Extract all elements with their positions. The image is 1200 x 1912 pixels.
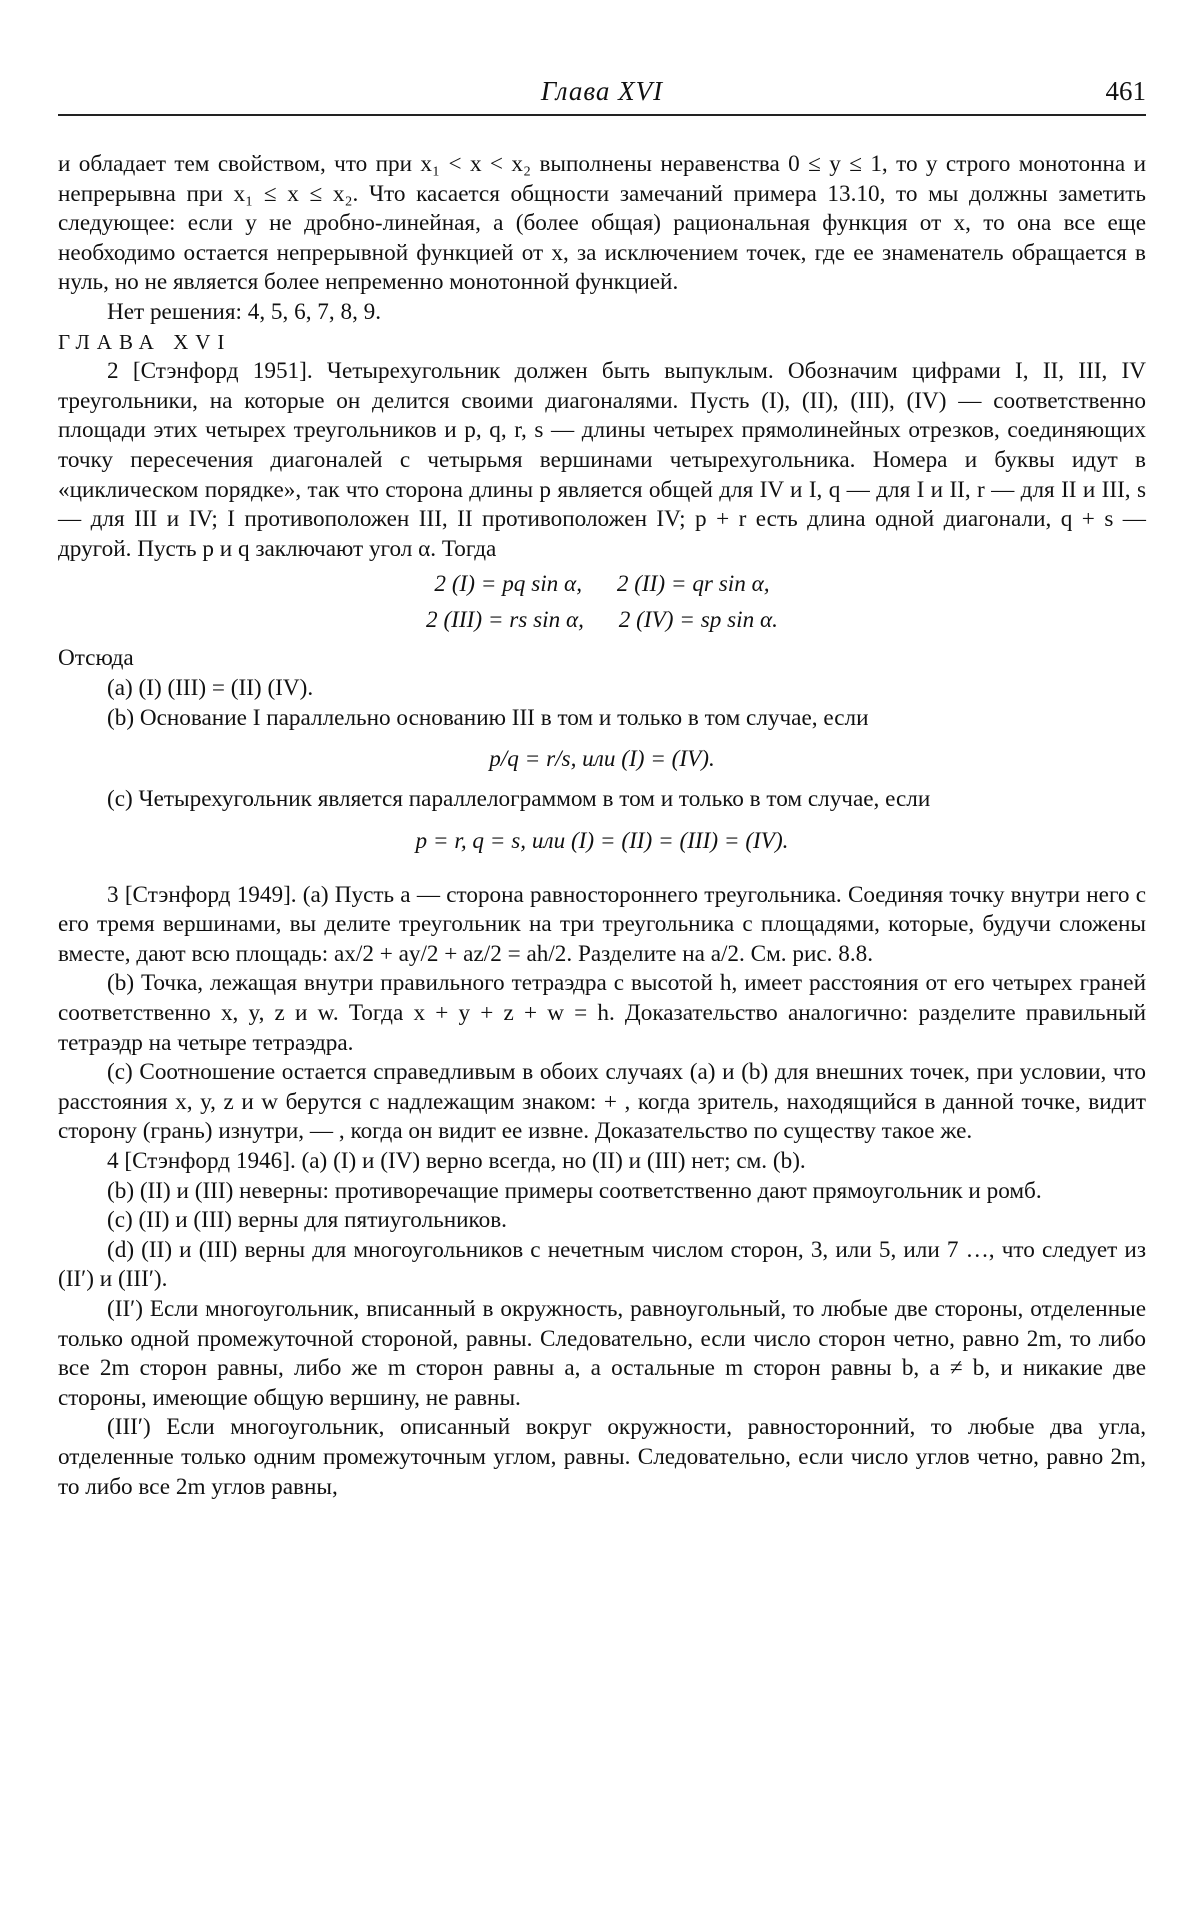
paragraph-problem-4a: 4 [Стэнфорд 1946]. (a) (I) и (IV) верно всегда, но (II) и (III) нет; см. (b). — [107, 1148, 806, 1175]
equation-2c: p = r, q = s, или (I) = (II) = (III) = (IV). — [415, 827, 789, 854]
paragraph-problem-2: 2 [Стэнфорд 1951]. Четырехугольник должен быть выпуклым. Обозначим цифрами I, II, III, IV треугольники, на которые он делится своими диагоналями. Пусть (I), (II), (III), (IV) — соответственно площади этих четырех треугольников и p, q, r, s — длины четырех прямолинейных отрезков, соединяющих точку пересечения диагоналей с четырьмя вершинами четырехугольника. Номера и буквы идут в «циклическом порядке», так что сторона длины p является общей для IV и I, q — для I и II, r — для II и III, s — для III и IV; I противоположен III, II противоположен IV; p + r есть длина одной диагонали, q + s — другой. Пусть p и q заключают угол α. Тогда — [58, 358, 1146, 562]
paragraph-problem-3c: (c) Соотношение остается справедливым в обоих случаях (a) и (b) для внешних точек, при условии, что расстояния x, y, z и w берутся с надлежащим знаком: + , когда зритель, находящийся в данной точке, видит сторону (грань) изнутри, — , когда он видит ее извне. Доказательство по существу такое же. — [58, 1059, 1146, 1145]
equation-row-2 — [58, 604, 1146, 636]
paragraph-problem-4d: (d) (II) и (III) верны для многоугольников с нечетным числом сторон, 3, или 5, или 7 …, что следует из (II′) и (III′). — [58, 1236, 1146, 1293]
page-number: 461 — [1105, 76, 1146, 106]
paragraph-problem-4-II-prime: (II′) Если многоугольник, вписанный в окружность, равноугольный, то любые две стороны, отделенные только одной промежуточной стороной, равны. Следовательно, если число сторон четно, равно 2m, то либо все 2m сторон равны, либо же m сторон равны a, а остальные m сторон равны b, a ≠ b, и никакие две стороны, имеющие общую вершину, не равны. — [58, 1296, 1146, 1411]
equation-2II: 2 (II) = qr sin α, — [616, 571, 770, 598]
paragraph-problem-3a: 3 [Стэнфорд 1949]. (a) Пусть a — сторона равностороннего треугольника. Соединяя точку внутри него с его тремя вершинами, вы делите треугольник на три треугольника с площадями, которые, будучи сложены вместе, дают всю площадь: ax/2 + ay/2 + az/2 = ah/2. Разделите на a/2. См. рис. 8.8. — [58, 881, 1146, 967]
paragraph-otsyuda: Отсюда — [58, 645, 134, 672]
header-title: Глава XVI — [540, 76, 664, 106]
equation-2IV: 2 (IV) = sp sin α. — [618, 607, 778, 634]
paragraph-problem-4c: (c) (II) и (III) верны для пятиугольников. — [107, 1207, 507, 1234]
paragraph-continuation: и обладает тем свойством, что при x₁ < x < x₂ выполнены неравенства 0 ≤ y ≤ 1, то y строго монотонна и непрерывна при x₁ ≤ x ≤ x₂. Что касается общности замечаний примера 13.10, то мы должны заметить следующее: если y не дробно-линейная, а (более общая) рациональная функция от x, то она все еще необходимо остается непрерывной функцией от x, за исключением точек, где ее знаменатель обращается в нуль, но не является более непременно монотонной функцией. — [58, 151, 1146, 296]
paragraph-problem-4b: (b) (II) и (III) неверны: противоречащие примеры соответственно дают прямоугольник и ромб. — [107, 1177, 1042, 1204]
equation-row-1 — [58, 568, 1146, 600]
paragraph-problem-4-III-prime: (III′) Если многоугольник, описанный вокруг окружности, равносторонний, то любые два угла, отделенные только одним промежуточным углом, равны. Следовательно, если число углов четно, равно 2m, то либо все 2m углов равны, — [58, 1414, 1146, 1500]
equation-2I: 2 (I) = pq sin α, — [434, 571, 583, 598]
paragraph-2a: (a) (I) (III) = (II) (IV). — [107, 674, 314, 701]
header-rule — [58, 114, 1146, 116]
equation-2b: p/q = r/s, или (I) = (IV). — [489, 746, 715, 773]
page-body — [58, 150, 1146, 1502]
paragraph-2b: (b) Основание I параллельно основанию III в том и только в том случае, если — [107, 704, 869, 731]
paragraph-no-solution: Нет решения: 4, 5, 6, 7, 8, 9. — [107, 298, 382, 325]
paragraph-problem-3b: (b) Точка, лежащая внутри правильного тетраэдра с высотой h, имеет расстояния от его четырех граней соответственно x, y, z и w. Тогда x + y + z + w = h. Доказательство аналогично: разделите правильный тетраэдр на четыре тетраэдра. — [58, 970, 1146, 1056]
chapter-heading: ГЛАВА XVI — [58, 329, 232, 354]
equation-2III: 2 (III) = rs sin α, — [426, 607, 584, 634]
running-header — [58, 74, 1146, 118]
paragraph-2c: (c) Четырехугольник является параллелограммом в том и только в том случае, если — [107, 786, 931, 813]
